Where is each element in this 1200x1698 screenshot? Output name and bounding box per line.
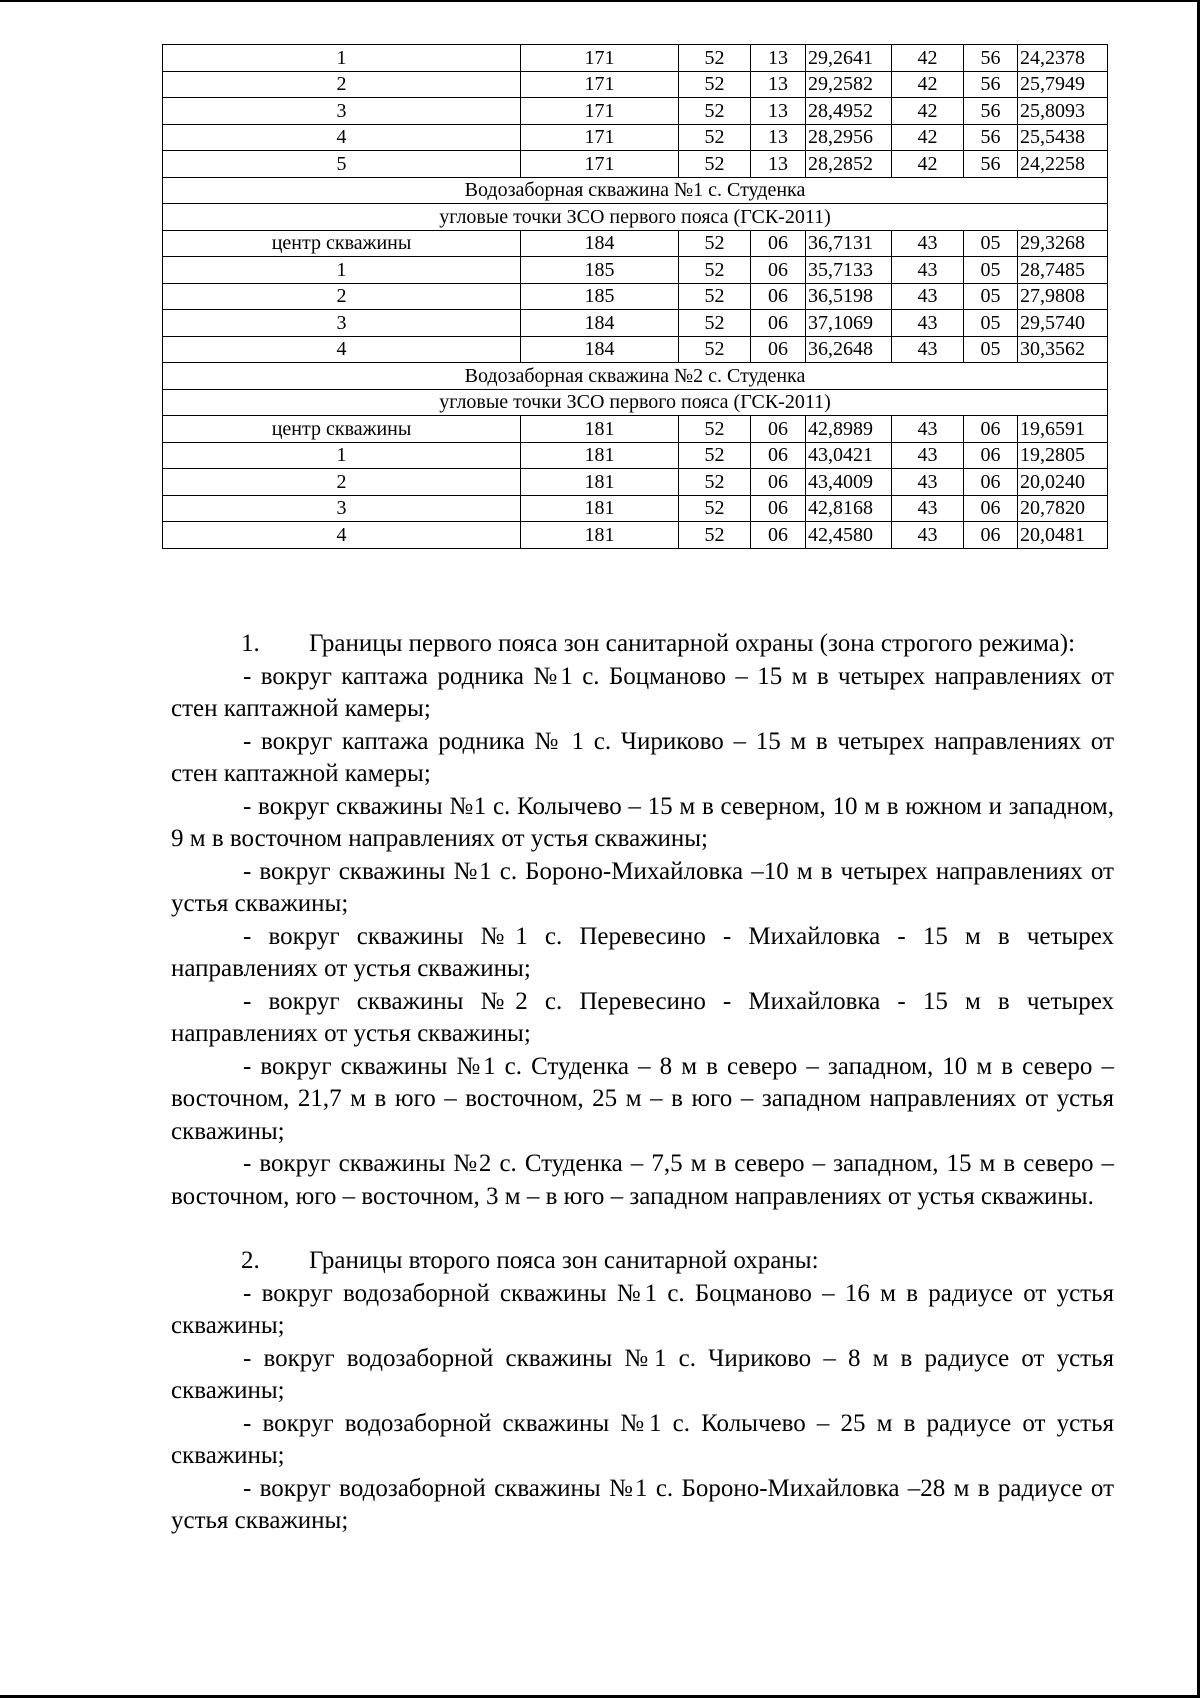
coordinates-table-body <box>163 45 1108 549</box>
table-cell: 37,1069 <box>806 310 892 337</box>
table-cell: 42,4580 <box>806 522 892 549</box>
list-item: - вокруг скважины №1 с. Колычево – 15 м в северном, 10 м в южном и западном, 9 м в восточном направлениях от устья скважины; <box>171 792 1114 852</box>
table-cell: 06 <box>964 522 1018 549</box>
table-cell: 13 <box>751 98 806 125</box>
table-cell: 171 <box>521 45 679 72</box>
table-cell: 43 <box>892 283 964 310</box>
table-cell: 05 <box>964 257 1018 284</box>
table-cell: 56 <box>964 124 1018 151</box>
table-cell: 36,5198 <box>806 283 892 310</box>
table-cell: 2 <box>163 71 521 98</box>
table-cell: 5 <box>163 151 521 178</box>
table-cell: 42 <box>892 98 964 125</box>
table-cell: 25,7949 <box>1018 71 1108 98</box>
table-cell: 43 <box>892 257 964 284</box>
table-cell: 181 <box>521 469 679 496</box>
table-cell: 13 <box>751 71 806 98</box>
table-cell: 05 <box>964 230 1018 257</box>
table-cell: 171 <box>521 151 679 178</box>
page-edge <box>0 0 1200 2</box>
table-cell: 181 <box>521 495 679 522</box>
table-cell: 24,2378 <box>1018 45 1108 72</box>
table-cell: 36,7131 <box>806 230 892 257</box>
table-section-row <box>163 389 1108 416</box>
table-cell: 05 <box>964 283 1018 310</box>
table-cell: 06 <box>751 257 806 284</box>
table-cell: 13 <box>751 151 806 178</box>
table-cell: 43 <box>892 522 964 549</box>
table-row <box>163 416 1108 443</box>
table-cell: 30,3562 <box>1018 336 1108 363</box>
table-row <box>163 124 1108 151</box>
table-cell: 52 <box>679 336 751 363</box>
table-cell: 171 <box>521 124 679 151</box>
table-cell: 43 <box>892 310 964 337</box>
table-cell: 56 <box>964 71 1018 98</box>
table-cell: 29,2582 <box>806 71 892 98</box>
table-cell: 43,0421 <box>806 442 892 469</box>
table-cell: 25,8093 <box>1018 98 1108 125</box>
table-cell: 184 <box>521 336 679 363</box>
section-heading <box>171 628 1114 661</box>
table-cell: центр скважины <box>163 416 521 443</box>
table-cell: 1 <box>163 442 521 469</box>
section-heading <box>171 1245 1114 1278</box>
table-cell: 06 <box>751 416 806 443</box>
table-cell: 1 <box>163 257 521 284</box>
table-cell: 42,8168 <box>806 495 892 522</box>
list-item: - вокруг скважины №1 с. Перевесино - Михайловка - 15 м в четырех направлениях от устья скважины; <box>171 922 1114 982</box>
table-row <box>163 283 1108 310</box>
table-cell: 28,2956 <box>806 124 892 151</box>
document-text <box>171 628 1114 1538</box>
table-cell: 28,7485 <box>1018 257 1108 284</box>
table-cell: 52 <box>679 310 751 337</box>
table-cell: 2 <box>163 469 521 496</box>
table-cell: 06 <box>751 336 806 363</box>
table-cell: 185 <box>521 257 679 284</box>
table-cell: 181 <box>521 442 679 469</box>
table-cell: 29,2641 <box>806 45 892 72</box>
table-cell: 43 <box>892 495 964 522</box>
list-item: - вокруг скважины №2 с. Перевесино - Михайловка - 15 м в четырех направлениях от устья скважины; <box>171 987 1114 1047</box>
table-cell: 42 <box>892 71 964 98</box>
table-cell: 52 <box>679 151 751 178</box>
table-cell: 06 <box>964 469 1018 496</box>
list-item: - вокруг скважины №1 с. Студенка – 8 м в северо – западном, 10 м в северо – восточном, 21,7 м в юго – восточном, 25 м – в юго – западном направлениях от устья скважины; <box>171 1052 1114 1145</box>
table-cell: 52 <box>679 442 751 469</box>
table-cell: 4 <box>163 336 521 363</box>
table-cell: 20,7820 <box>1018 495 1108 522</box>
table-cell: 43 <box>892 416 964 443</box>
table-cell: центр скважины <box>163 230 521 257</box>
table-cell: 56 <box>964 45 1018 72</box>
table-cell: 06 <box>964 416 1018 443</box>
table-cell: 43 <box>892 336 964 363</box>
table-cell: 24,2258 <box>1018 151 1108 178</box>
table-cell: 4 <box>163 124 521 151</box>
table-row <box>163 45 1108 72</box>
table-cell: 52 <box>679 469 751 496</box>
table-cell: 4 <box>163 522 521 549</box>
table-cell: 28,4952 <box>806 98 892 125</box>
table-cell: 06 <box>964 495 1018 522</box>
table-cell: 52 <box>679 495 751 522</box>
table-cell: 19,2805 <box>1018 442 1108 469</box>
table-row <box>163 336 1108 363</box>
table-cell: 52 <box>679 522 751 549</box>
table-cell: 52 <box>679 71 751 98</box>
table-cell: 56 <box>964 98 1018 125</box>
table-cell: 52 <box>679 257 751 284</box>
table-cell: 2 <box>163 283 521 310</box>
paragraph-gap <box>171 1213 1114 1245</box>
table-cell: 52 <box>679 230 751 257</box>
table-row <box>163 310 1108 337</box>
table-row <box>163 230 1108 257</box>
table-cell: 171 <box>521 98 679 125</box>
table-cell: 3 <box>163 98 521 125</box>
table-cell: 06 <box>751 469 806 496</box>
table-cell: 29,3268 <box>1018 230 1108 257</box>
table-row <box>163 71 1108 98</box>
section-number: 1. <box>241 630 260 657</box>
table-cell: 29,5740 <box>1018 310 1108 337</box>
table-cell: 06 <box>751 522 806 549</box>
table-row <box>163 495 1108 522</box>
list-item: - вокруг водозаборной скважины №1 с. Чириково – 8 м в радиусе от устья скважины; <box>171 1344 1114 1404</box>
table-cell: 42 <box>892 45 964 72</box>
table-cell: 35,7133 <box>806 257 892 284</box>
table-cell: 43 <box>892 442 964 469</box>
table-cell: 52 <box>679 45 751 72</box>
table-cell: 42 <box>892 124 964 151</box>
list-item: - вокруг водозаборной скважины №1 с. Колычево – 25 м в радиусе от устья скважины; <box>171 1409 1114 1469</box>
table-row <box>163 151 1108 178</box>
section-title: Границы первого пояса зон санитарной охраны (зона строгого режима): <box>309 630 1076 657</box>
table-cell: 184 <box>521 230 679 257</box>
table-cell: 20,0481 <box>1018 522 1108 549</box>
table-cell: 52 <box>679 98 751 125</box>
table-cell: 25,5438 <box>1018 124 1108 151</box>
table-cell: 28,2852 <box>806 151 892 178</box>
table-cell: 181 <box>521 416 679 443</box>
table-section-title: угловые точки ЗСО первого пояса (ГСК-2011) <box>163 204 1108 231</box>
table-cell: 3 <box>163 310 521 337</box>
table-cell: 13 <box>751 124 806 151</box>
table-section-row <box>163 363 1108 390</box>
table-cell: 52 <box>679 283 751 310</box>
list-item: - вокруг скважины №1 с. Бороно-Михайловка –10 м в четырех направлениях от устья скважины; <box>171 857 1114 917</box>
table-cell: 185 <box>521 283 679 310</box>
table-cell: 05 <box>964 310 1018 337</box>
table-cell: 06 <box>751 283 806 310</box>
table-cell: 06 <box>751 442 806 469</box>
table-cell: 52 <box>679 124 751 151</box>
table-row <box>163 469 1108 496</box>
table-cell: 19,6591 <box>1018 416 1108 443</box>
list-item: - вокруг каптажа родника № 1 с. Чириково – 15 м в четырех направлениях от стен каптажной камеры; <box>171 727 1114 787</box>
table-cell: 43,4009 <box>806 469 892 496</box>
table-row <box>163 442 1108 469</box>
table-cell: 06 <box>751 230 806 257</box>
table-cell: 20,0240 <box>1018 469 1108 496</box>
table-cell: 06 <box>751 495 806 522</box>
list-item: - вокруг водозаборной скважины №1 с. Боцманово – 16 м в радиусе от устья скважины; <box>171 1279 1114 1339</box>
table-cell: 13 <box>751 45 806 72</box>
list-item: - вокруг каптажа родника №1 с. Боцманово – 15 м в четырех направлениях от стен каптажной камеры; <box>171 662 1114 722</box>
section-title: Границы второго пояса зон санитарной охраны: <box>309 1247 819 1274</box>
table-cell: 56 <box>964 151 1018 178</box>
table-section-title: Водозаборная скважина №2 с. Студенка <box>163 363 1108 390</box>
table-section-title: угловые точки ЗСО первого пояса (ГСК-2011) <box>163 389 1108 416</box>
table-cell: 3 <box>163 495 521 522</box>
list-item: - вокруг водозаборной скважины №1 с. Бороно-Михайловка –28 м в радиусе от устья скважины; <box>171 1474 1114 1534</box>
table-section-row <box>163 204 1108 231</box>
table-cell: 05 <box>964 336 1018 363</box>
table-cell: 06 <box>964 442 1018 469</box>
table-section-row <box>163 177 1108 204</box>
table-row <box>163 257 1108 284</box>
coordinates-table <box>162 44 1108 549</box>
table-cell: 06 <box>751 310 806 337</box>
list-item: - вокруг скважины №2 с. Студенка – 7,5 м в северо – западном, 15 м в северо – восточном, юго – восточном, 3 м – в юго – западном направлениях от устья скважины. <box>171 1150 1114 1210</box>
table-cell: 181 <box>521 522 679 549</box>
table-cell: 43 <box>892 469 964 496</box>
table-cell: 43 <box>892 230 964 257</box>
table-cell: 36,2648 <box>806 336 892 363</box>
table-row <box>163 522 1108 549</box>
table-cell: 1 <box>163 45 521 72</box>
table-cell: 27,9808 <box>1018 283 1108 310</box>
table-section-title: Водозаборная скважина №1 с. Студенка <box>163 177 1108 204</box>
section-number: 2. <box>241 1247 260 1274</box>
table-row <box>163 98 1108 125</box>
table-cell: 42 <box>892 151 964 178</box>
table-cell: 171 <box>521 71 679 98</box>
table-cell: 52 <box>679 416 751 443</box>
table-cell: 184 <box>521 310 679 337</box>
table-cell: 42,8989 <box>806 416 892 443</box>
